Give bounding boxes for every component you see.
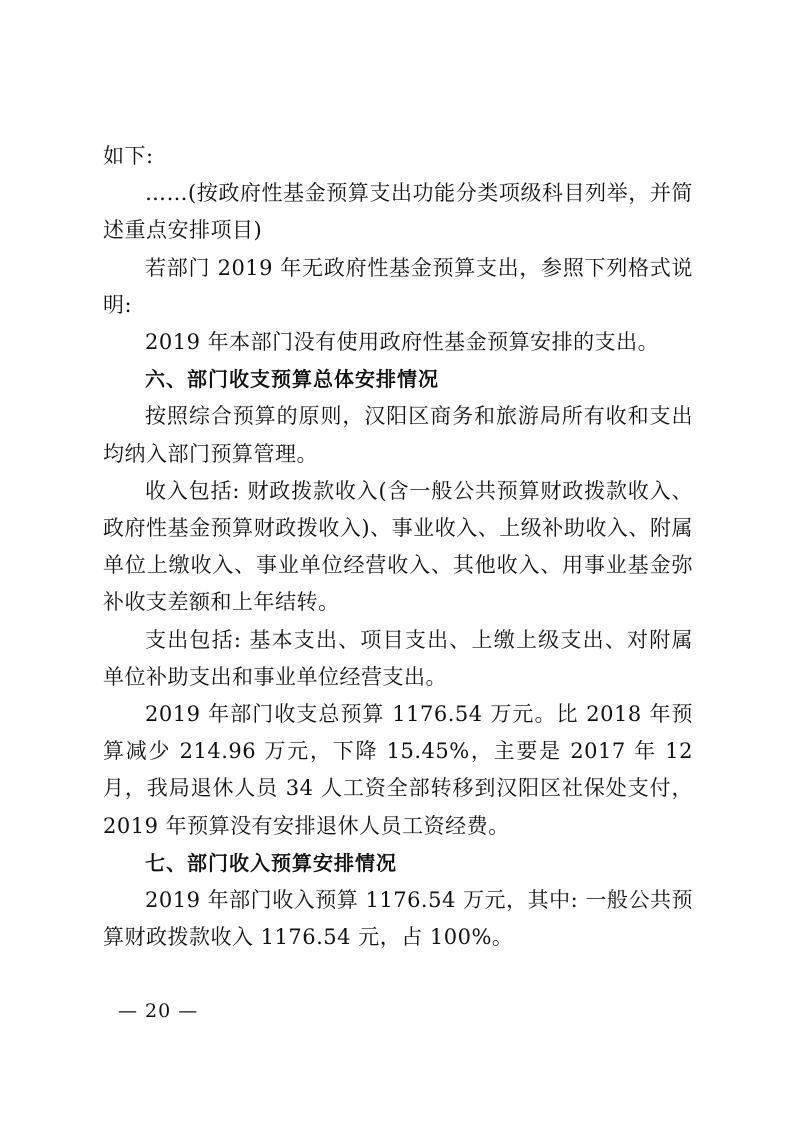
paragraph-income-budget: 2019 年部门收入预算 1176.54 万元，其中: 一般公共预算财政拨款收入 1176.54 元，占 100%。 (103, 888, 693, 950)
page-number: — 20 — (118, 1000, 199, 1022)
paragraph-expenditure-includes: 支出包括: 基本支出、项目支出、上缴上级支出、对附属单位补助支出和事业单位经营支出。 (103, 627, 693, 689)
section-heading-six: 六、部门收支预算总体安排情况 (145, 367, 439, 392)
paragraph-no-fund-statement: 2019 年本部门没有使用政府性基金预算安排的支出。 (145, 330, 660, 355)
document-body (103, 138, 693, 956)
paragraph-comprehensive-budget: 按照综合预算的原则，汉阳区商务和旅游局所有收和支出均纳入部门预算管理。 (103, 404, 693, 466)
paragraph-income-includes: 收入包括: 财政拨款收入(含一般公共预算财政拨款收入、政府性基金预算财政拨收入)、事业收入、上级补助收入、附属单位上缴收入、事业单位经营收入、其他收入、用事业基金弥补收支差额和上年结转。 (103, 478, 693, 615)
paragraph-total-budget: 2019 年部门收支总预算 1176.54 万元。比 2018 年预算减少 214.96 万元，下降 15.45%，主要是 2017 年 12 月，我局退休人员 34 人工资全部转移到汉阳区社保处支付，2019 年预算没有安排退休人员工资经费。 (103, 702, 693, 838)
paragraph-as-follows: 如下: (103, 144, 154, 168)
paragraph-fund-items: ……(按政府性基金预算支出功能分类项级科目列举，并简述重点安排项目) (103, 181, 693, 243)
section-heading-seven: 七、部门收入预算安排情况 (145, 850, 397, 875)
paragraph-no-fund-format: 若部门 2019 年无政府性基金预算支出，参照下列格式说明: (103, 255, 693, 317)
